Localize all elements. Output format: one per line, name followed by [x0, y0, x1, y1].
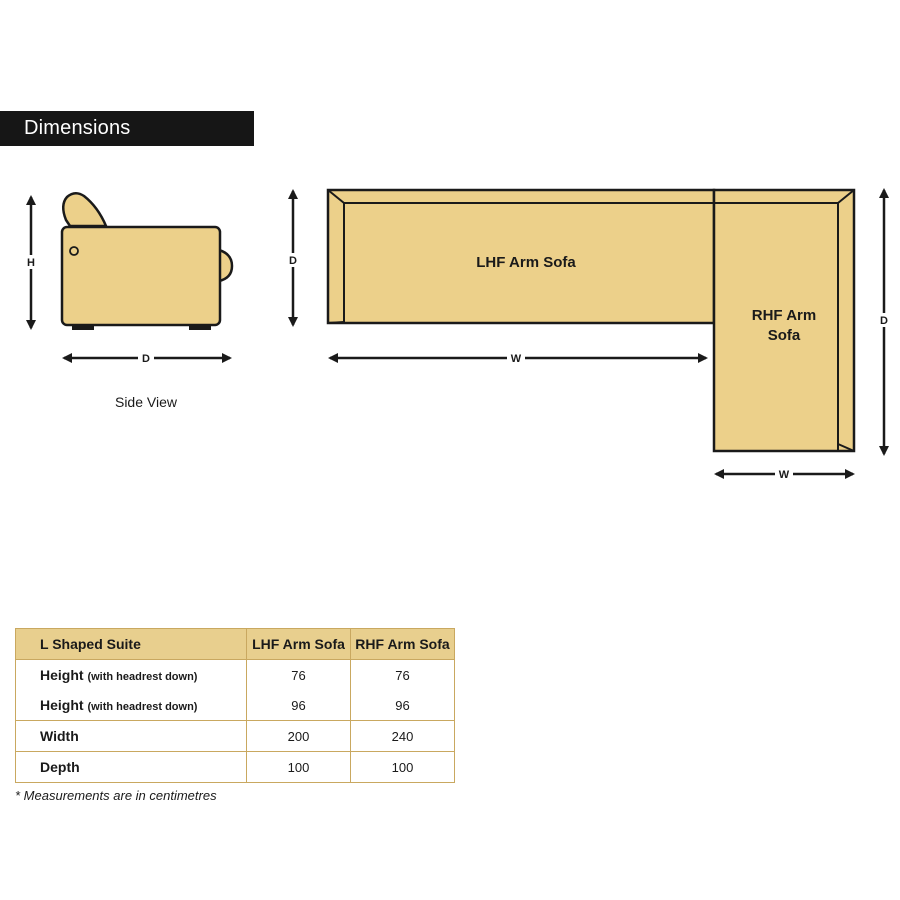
- row-label-text: Height: [40, 697, 84, 713]
- table-cell-lhf: 96: [247, 690, 351, 721]
- rhf-arm-sofa-label-line1: RHF Arm: [751, 307, 817, 324]
- page-title: Dimensions: [24, 117, 131, 139]
- row-label-text: Width: [40, 728, 79, 744]
- side-view-body: [62, 227, 220, 325]
- measurement-footnote: * Measurements are in centimetres: [15, 788, 217, 803]
- row-label-note: (with headrest down): [87, 671, 198, 683]
- dimensions-table: [15, 628, 455, 783]
- row-label-text: Height: [40, 667, 84, 683]
- lhf-arm-sofa-label: LHF Arm Sofa: [476, 254, 576, 271]
- table-header-rhf: RHF Arm Sofa: [351, 629, 455, 660]
- side-depth-dimension-label: D: [142, 353, 150, 365]
- table-cell-lhf: 100: [247, 752, 351, 783]
- table-header-row: [16, 629, 455, 660]
- table-header-lhf: LHF Arm Sofa: [247, 629, 351, 660]
- table-row: [16, 660, 455, 691]
- lhf-depth-dimension-label: D: [289, 255, 297, 267]
- side-view-foot-right: [189, 325, 211, 330]
- side-view: [24, 193, 232, 410]
- side-view-caption: Side View: [114, 394, 178, 410]
- table-cell-lhf: 200: [247, 721, 351, 752]
- rhf-width-dimension-label: W: [778, 469, 790, 481]
- side-view-foot-left: [72, 325, 94, 330]
- plan-view: [286, 190, 891, 481]
- table-cell-rhf: 240: [351, 721, 455, 752]
- rhf-depth-dimension-label: D: [880, 315, 888, 327]
- table-cell-rhf: 96: [351, 690, 455, 721]
- height-dimension-label: H: [27, 257, 35, 269]
- table-row-label: [16, 752, 247, 783]
- table-row-label: [16, 690, 247, 721]
- table-cell-rhf: 76: [351, 660, 455, 691]
- recline-button-icon: [70, 247, 78, 255]
- lhf-width-dimension-label: W: [510, 353, 522, 365]
- table-row-label: [16, 660, 247, 691]
- row-label-text: Depth: [40, 759, 80, 775]
- rhf-arm-sofa-label-line2: Sofa: [767, 327, 801, 344]
- table-cell-lhf: 76: [247, 660, 351, 691]
- table-cell-rhf: 100: [351, 752, 455, 783]
- table-header-suite: L Shaped Suite: [16, 629, 247, 660]
- table-row: [16, 690, 455, 721]
- row-label-note: (with headrest down): [87, 701, 198, 713]
- table-row-label: [16, 721, 247, 752]
- table-row: [16, 752, 455, 783]
- table-row: [16, 721, 455, 752]
- side-view-headrest: [63, 193, 106, 226]
